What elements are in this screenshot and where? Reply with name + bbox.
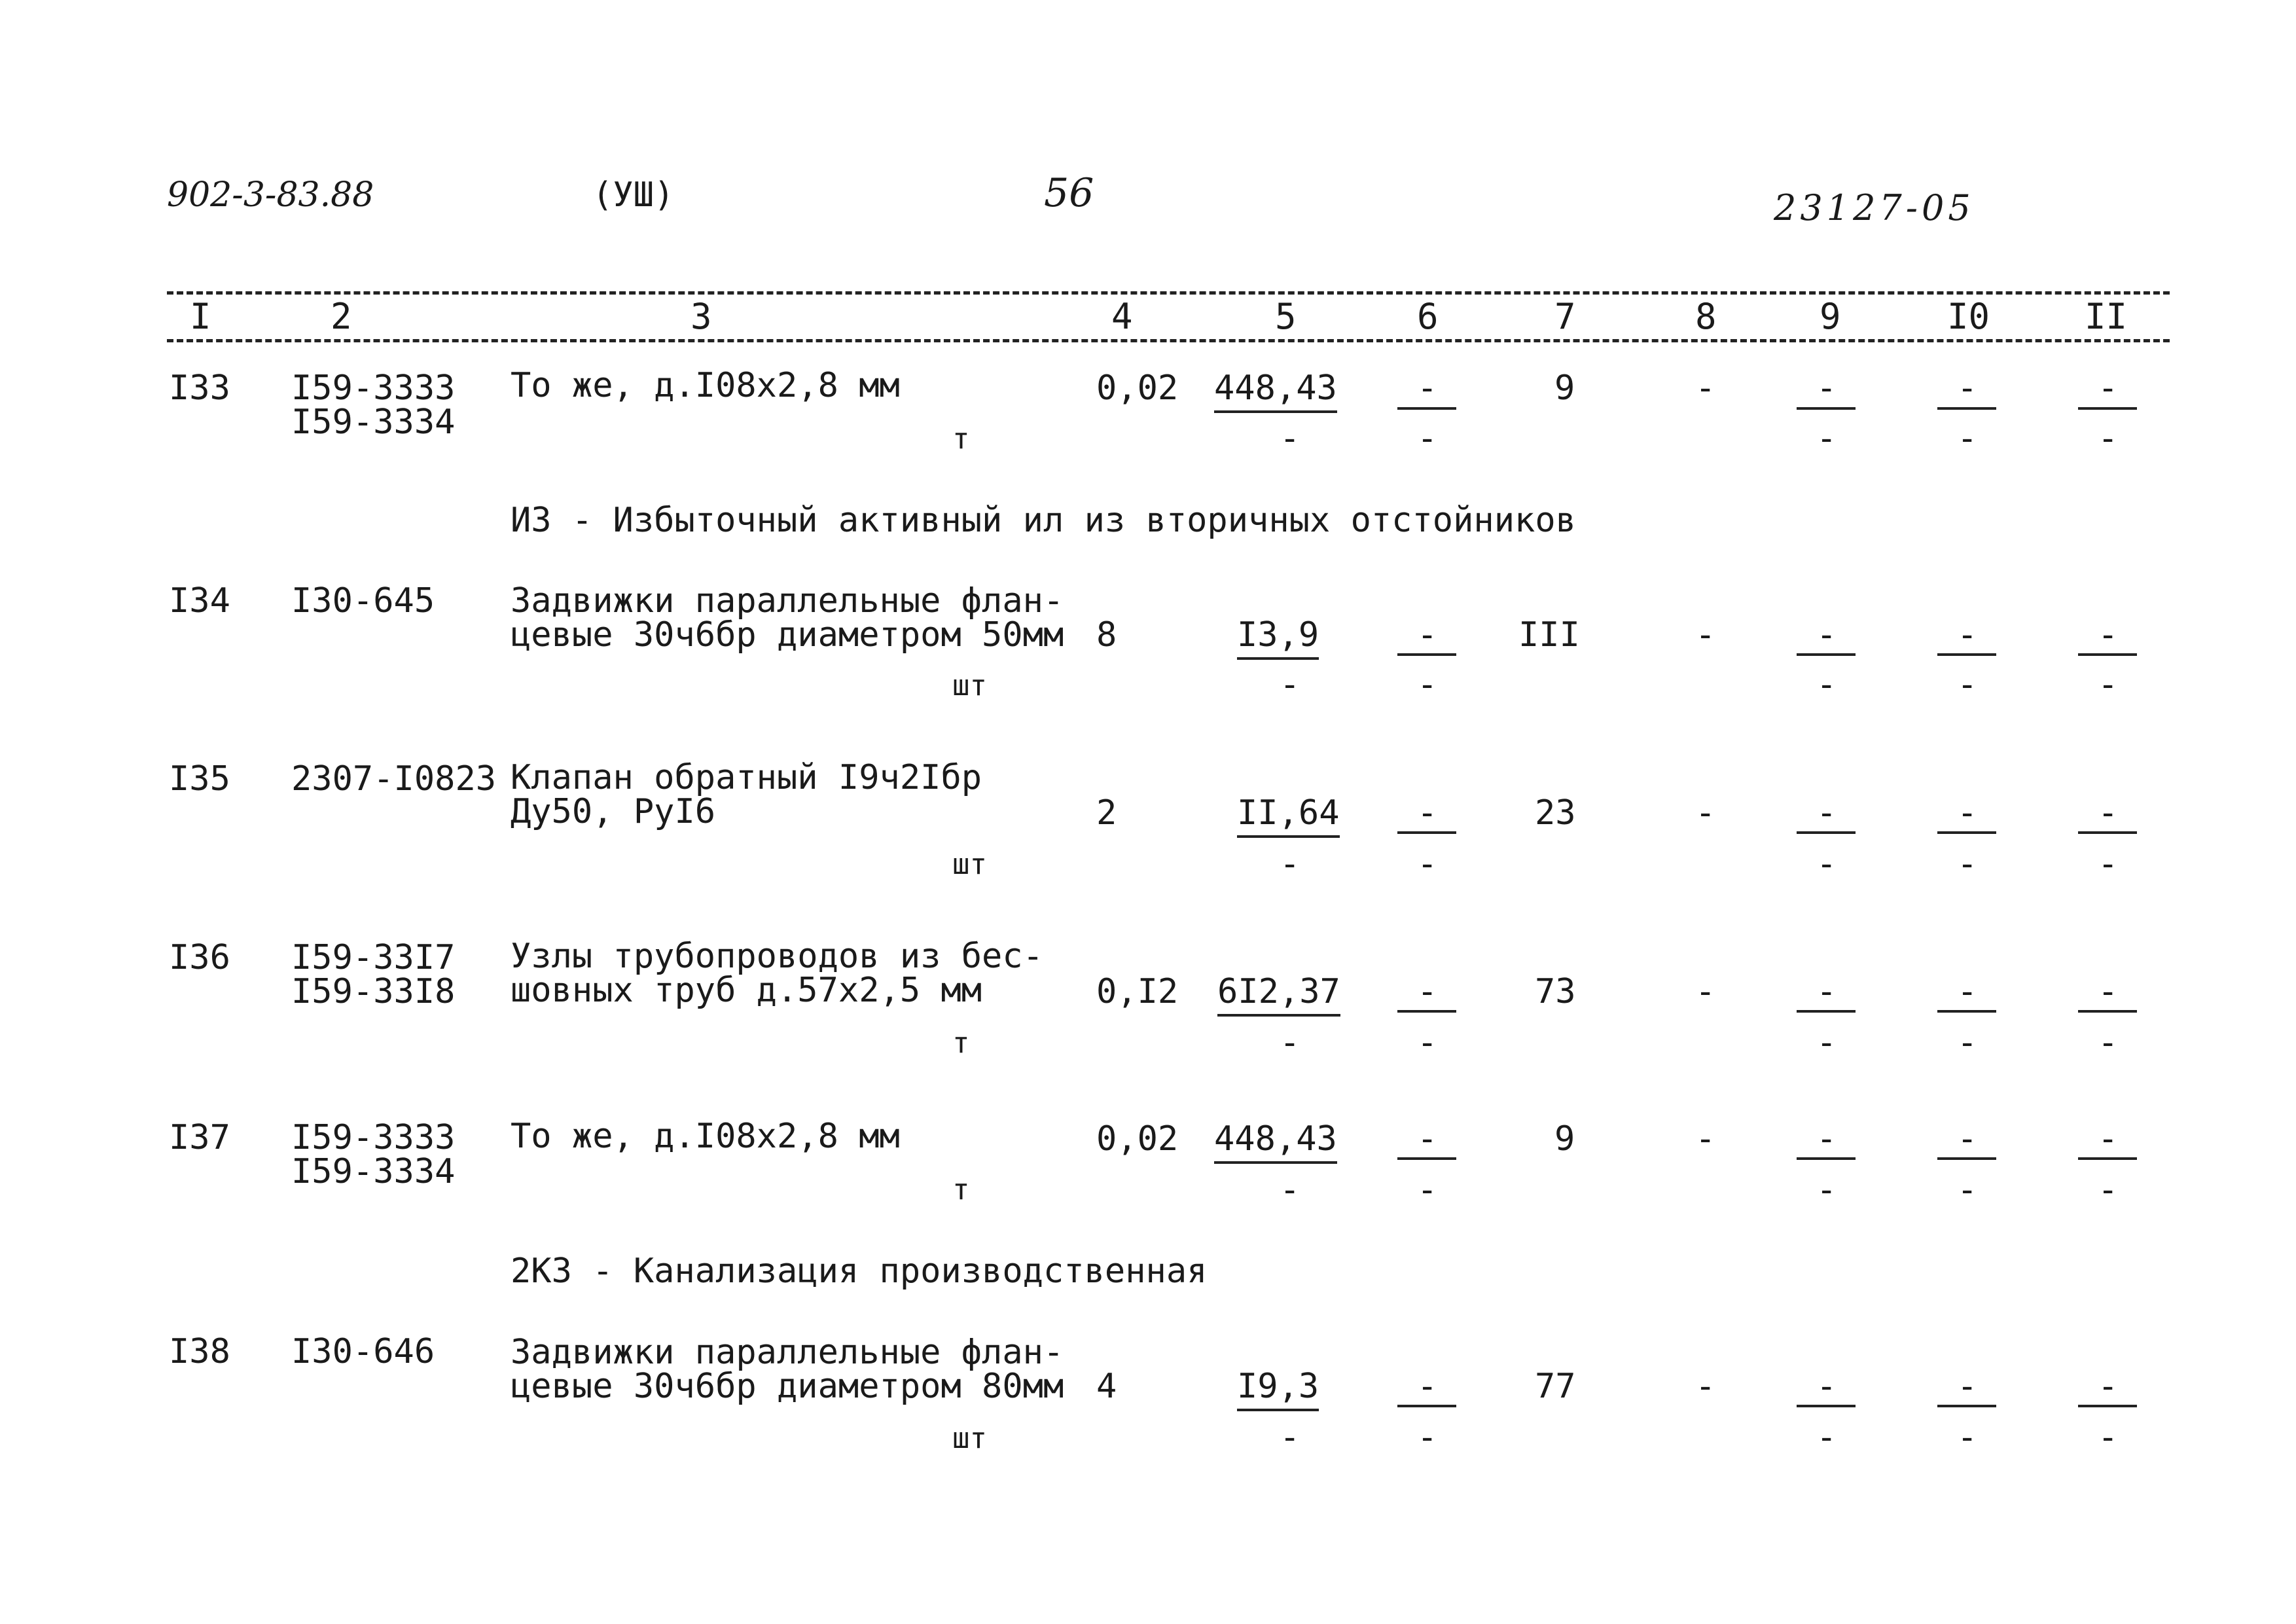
empty-value-dash: - <box>2098 1119 2119 1159</box>
price-code: I59-3334 <box>291 1152 456 1191</box>
column-7-value: 9 <box>1554 369 1575 408</box>
price-code: I30-646 <box>291 1332 435 1371</box>
empty-value-dash: - <box>1957 844 1978 884</box>
fraction-line <box>1797 407 1856 410</box>
item-name: цевые 30ч6бр диаметром 50мм <box>511 615 1064 655</box>
column-header: 5 <box>1275 296 1297 337</box>
fraction-line <box>1397 831 1456 834</box>
empty-value-dash: - <box>1280 844 1300 884</box>
empty-value-dash: - <box>1957 1418 1978 1457</box>
column-header: I <box>190 296 211 337</box>
quantity: 8 <box>1096 615 1117 655</box>
empty-value-dash: - <box>1417 793 1438 833</box>
item-name: Задвижки параллельные флан- <box>511 581 1064 621</box>
price-code: 2307-I0823 <box>291 759 497 799</box>
column-header: 2 <box>331 296 352 337</box>
unit-price: I3,9 <box>1237 615 1319 660</box>
empty-value-dash: - <box>1280 1418 1300 1457</box>
column-header: I0 <box>1947 296 1990 337</box>
item-name: цевые 30ч6бр диаметром 80мм <box>511 1367 1064 1406</box>
item-name: шовных труб д.57х2,5 мм <box>511 971 982 1010</box>
fraction-line <box>1937 653 1996 656</box>
empty-value-dash: - <box>1816 665 1837 704</box>
fraction-line <box>1937 407 1996 410</box>
empty-value-dash: - <box>2098 419 2119 458</box>
column-7-value: 73 <box>1535 972 1576 1011</box>
table-rule-header <box>167 339 2170 342</box>
unit-price: 448,43 <box>1214 1119 1337 1164</box>
fraction-line <box>1797 831 1856 834</box>
empty-value-dash: - <box>1417 369 1438 408</box>
column-7-value: III <box>1518 615 1580 655</box>
empty-value-dash: - <box>1957 615 1978 655</box>
fraction-line <box>1397 1405 1456 1407</box>
empty-value-dash: - <box>1417 1023 1438 1062</box>
fraction-line <box>2078 1157 2137 1160</box>
fraction-line <box>2078 653 2137 656</box>
position-number: I38 <box>169 1332 230 1371</box>
empty-value-dash: - <box>1957 1119 1978 1159</box>
column-header: 3 <box>691 296 712 337</box>
empty-value-dash: - <box>1816 844 1837 884</box>
empty-value-dash: - <box>1417 1367 1438 1406</box>
position-number: I36 <box>169 938 230 977</box>
column-7-value: 23 <box>1535 793 1576 833</box>
quantity: 4 <box>1096 1367 1117 1406</box>
price-code: I30-645 <box>291 581 435 621</box>
empty-value-dash: - <box>2098 615 2119 655</box>
empty-value-dash: - <box>2098 1367 2119 1406</box>
fraction-line <box>1797 1157 1856 1160</box>
empty-value-dash: - <box>1816 1418 1837 1457</box>
fraction-line <box>2078 407 2137 410</box>
empty-value-dash: - <box>1280 665 1300 704</box>
item-name: Задвижки параллельные флан- <box>511 1333 1064 1372</box>
empty-value-dash: - <box>1816 615 1837 655</box>
unit-of-measure: т <box>952 422 970 456</box>
empty-value-dash: - <box>2098 844 2119 884</box>
empty-value-dash: - <box>1816 419 1837 458</box>
empty-value-dash: - <box>1957 369 1978 408</box>
empty-value-dash: - <box>1816 1119 1837 1159</box>
empty-value-dash: - <box>1957 972 1978 1011</box>
item-name: То же, д.I08х2,8 мм <box>511 1117 900 1156</box>
empty-value-dash: - <box>1417 615 1438 655</box>
price-code: I59-3334 <box>291 403 456 442</box>
table-rule-top <box>167 291 2170 295</box>
column-header: 7 <box>1554 296 1576 337</box>
column-7-value: 77 <box>1535 1367 1576 1406</box>
unit-of-measure: т <box>952 1026 970 1060</box>
unit-of-measure: шт <box>952 669 987 702</box>
fraction-line <box>1397 407 1456 410</box>
column-7-value: 9 <box>1554 1119 1575 1159</box>
price-code: I59-3333 <box>291 369 456 408</box>
empty-value-dash: - <box>1957 419 1978 458</box>
quantity: 0,I2 <box>1096 972 1179 1011</box>
unit-price: II,64 <box>1237 793 1340 838</box>
position-number: I37 <box>169 1118 230 1157</box>
fraction-line <box>1397 1010 1456 1013</box>
empty-value-dash: - <box>1417 1418 1438 1457</box>
empty-value-dash: - <box>1695 793 1716 833</box>
empty-value-dash: - <box>1957 665 1978 704</box>
empty-value-dash: - <box>1695 1367 1716 1406</box>
fraction-line <box>1397 653 1456 656</box>
empty-value-dash: - <box>1816 369 1837 408</box>
column-header: II <box>2085 296 2128 337</box>
empty-value-dash: - <box>1816 793 1837 833</box>
column-header: 6 <box>1417 296 1439 337</box>
column-header: 8 <box>1695 296 1717 337</box>
position-number: I35 <box>169 759 230 799</box>
unit-of-measure: шт <box>952 848 987 881</box>
empty-value-dash: - <box>2098 972 2119 1011</box>
empty-value-dash: - <box>1417 972 1438 1011</box>
empty-value-dash: - <box>1957 793 1978 833</box>
item-name: То же, д.I08х2,8 мм <box>511 366 900 405</box>
page-number: 56 <box>1044 170 1094 216</box>
fraction-line <box>1397 1157 1456 1160</box>
unit-price: 448,43 <box>1214 369 1337 413</box>
item-name: Ду50, РуI6 <box>511 792 716 831</box>
empty-value-dash: - <box>1417 419 1438 458</box>
empty-value-dash: - <box>1816 972 1837 1011</box>
quantity: 0,02 <box>1096 1119 1179 1159</box>
column-header: 4 <box>1111 296 1133 337</box>
empty-value-dash: - <box>2098 793 2119 833</box>
empty-value-dash: - <box>1280 419 1300 458</box>
item-name: Клапан обратный I9ч2Iбр <box>511 758 982 797</box>
empty-value-dash: - <box>2098 1170 2119 1210</box>
column-header: 9 <box>1820 296 1841 337</box>
fraction-line <box>1937 1405 1996 1407</box>
empty-value-dash: - <box>1695 369 1716 408</box>
quantity: 0,02 <box>1096 369 1179 408</box>
fraction-line <box>2078 1405 2137 1407</box>
empty-value-dash: - <box>1957 1367 1978 1406</box>
fraction-line <box>2078 831 2137 834</box>
section-heading: ИЗ - Избыточный активный ил из вторичных отстойников <box>511 501 1576 540</box>
price-code: I59-3333 <box>291 1118 456 1157</box>
empty-value-dash: - <box>1417 1170 1438 1210</box>
empty-value-dash: - <box>2098 1023 2119 1062</box>
empty-value-dash: - <box>1695 1119 1716 1159</box>
empty-value-dash: - <box>1816 1367 1837 1406</box>
unit-of-measure: т <box>952 1173 970 1206</box>
fraction-line <box>1937 831 1996 834</box>
position-number: I34 <box>169 581 230 621</box>
quantity: 2 <box>1096 793 1117 833</box>
fraction-line <box>1797 1405 1856 1407</box>
section-heading: 2КЗ - Канализация производственная <box>511 1252 1208 1291</box>
fraction-line <box>1797 1010 1856 1013</box>
empty-value-dash: - <box>2098 1418 2119 1457</box>
fraction-line <box>1937 1010 1996 1013</box>
document-code: 902-3-83.88 <box>167 175 374 215</box>
position-number: I33 <box>169 369 230 408</box>
empty-value-dash: - <box>1695 615 1716 655</box>
empty-value-dash: - <box>1695 972 1716 1011</box>
fraction-line <box>1797 653 1856 656</box>
sheet-mark: (УШ) <box>592 175 675 215</box>
empty-value-dash: - <box>1417 665 1438 704</box>
empty-value-dash: - <box>1957 1023 1978 1062</box>
item-name: Узлы трубопроводов из бес- <box>511 937 1043 976</box>
fraction-line <box>1937 1157 1996 1160</box>
unit-of-measure: шт <box>952 1422 987 1455</box>
unit-price: I9,3 <box>1237 1367 1319 1411</box>
price-code: I59-33I8 <box>291 972 456 1011</box>
empty-value-dash: - <box>1417 844 1438 884</box>
price-code: I59-33I7 <box>291 938 456 977</box>
unit-price: 6I2,37 <box>1217 972 1340 1017</box>
empty-value-dash: - <box>1280 1023 1300 1062</box>
empty-value-dash: - <box>2098 665 2119 704</box>
empty-value-dash: - <box>1957 1170 1978 1210</box>
empty-value-dash: - <box>1816 1023 1837 1062</box>
empty-value-dash: - <box>2098 369 2119 408</box>
empty-value-dash: - <box>1816 1170 1837 1210</box>
empty-value-dash: - <box>1280 1170 1300 1210</box>
document-number: 23127-05 <box>1774 187 1975 228</box>
fraction-line <box>2078 1010 2137 1013</box>
empty-value-dash: - <box>1417 1119 1438 1159</box>
